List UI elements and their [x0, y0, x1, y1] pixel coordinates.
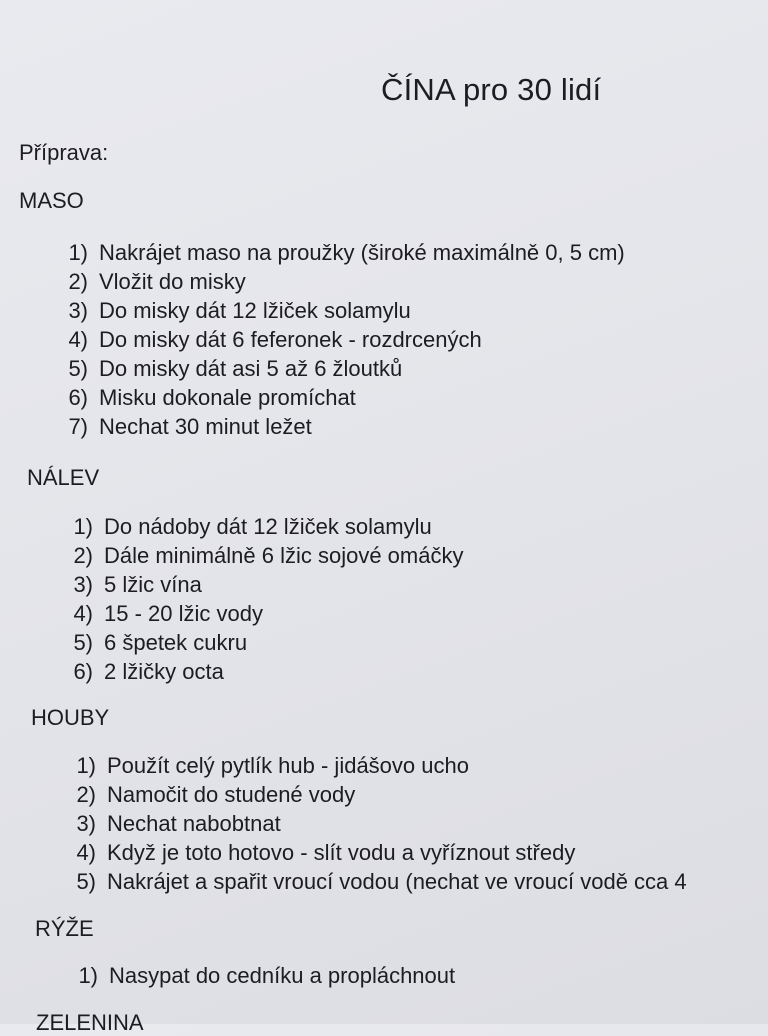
item-number: 1)	[78, 963, 98, 988]
section-heading-zelenina: ZELENINA	[36, 1010, 144, 1035]
section-heading-maso: MASO	[19, 188, 84, 213]
section-heading-ryze: RÝŽE	[35, 916, 94, 941]
item-number: 1)	[68, 240, 88, 265]
section-list-houby	[58, 751, 687, 896]
item-text: 15 - 20 lžic vody	[104, 601, 263, 626]
list-item	[58, 780, 687, 809]
item-text: Nakrájet a spařit vroucí vodou (nechat ve vroucí vodě cca 4	[107, 869, 687, 894]
item-number: 5)	[68, 356, 88, 381]
item-number: 1)	[73, 514, 93, 539]
list-item	[58, 867, 687, 896]
item-text: Použít celý pytlík hub - jidášovo ucho	[107, 753, 469, 778]
list-item	[55, 657, 463, 686]
item-number: 3)	[68, 298, 88, 323]
section-heading-nalev: NÁLEV	[27, 465, 100, 490]
list-item	[50, 325, 625, 354]
item-text: Nechat nabobtnat	[107, 811, 281, 836]
item-text: Vložit do misky	[99, 269, 246, 294]
item-number: 3)	[76, 811, 96, 836]
list-item	[58, 838, 687, 867]
item-text: Namočit do studené vody	[107, 782, 356, 807]
item-text: Do misky dát 6 feferonek - rozdrcených	[99, 327, 482, 352]
item-number: 2)	[76, 782, 96, 807]
list-item	[60, 961, 455, 990]
item-text: Nechat 30 minut ležet	[99, 414, 312, 439]
item-text: Když je toto hotovo - slít vodu a vyříznout středy	[107, 840, 576, 865]
item-number: 2)	[73, 543, 93, 568]
preparation-label: Příprava:	[19, 140, 109, 165]
item-number: 6)	[68, 385, 88, 410]
section-heading-houby: HOUBY	[31, 705, 110, 730]
item-number: 4)	[68, 327, 88, 352]
list-item	[50, 383, 625, 412]
list-item	[55, 570, 463, 599]
section-list-maso	[50, 238, 625, 441]
list-item	[58, 751, 687, 780]
item-text: 5 lžic vína	[104, 572, 202, 597]
document-title: ČÍNA pro 30 lidí	[381, 72, 602, 107]
item-number: 5)	[73, 630, 93, 655]
section-list-nalev	[55, 512, 463, 686]
item-text: Do misky dát 12 lžiček solamylu	[99, 298, 411, 323]
item-text: Nasypat do cedníku a propláchnout	[109, 963, 456, 988]
item-number: 1)	[76, 753, 96, 778]
list-item	[50, 267, 625, 296]
list-item	[50, 412, 625, 441]
item-text: Misku dokonale promíchat	[99, 385, 356, 410]
item-text: 6 špetek cukru	[104, 630, 248, 655]
item-text: 2 lžičky octa	[104, 659, 224, 684]
section-list-ryze	[60, 961, 455, 990]
item-number: 2)	[68, 269, 88, 294]
item-number: 4)	[73, 601, 93, 626]
item-text: Do nádoby dát 12 lžiček solamylu	[104, 514, 432, 539]
list-item	[55, 512, 463, 541]
item-text: Nakrájet maso na proužky (široké maximálně 0, 5 cm)	[99, 240, 625, 265]
list-item	[50, 238, 625, 267]
item-text: Dále minimálně 6 lžic sojové omáčky	[104, 543, 464, 568]
item-number: 6)	[73, 659, 93, 684]
item-number: 4)	[76, 840, 96, 865]
item-number: 5)	[76, 869, 96, 894]
list-item	[55, 541, 463, 570]
item-text: Do misky dát asi 5 až 6 žloutků	[99, 356, 403, 381]
list-item	[55, 628, 463, 657]
list-item	[50, 354, 625, 383]
list-item	[55, 599, 463, 628]
item-number: 3)	[73, 572, 93, 597]
item-number: 7)	[68, 414, 88, 439]
list-item	[50, 296, 625, 325]
list-item	[58, 809, 687, 838]
